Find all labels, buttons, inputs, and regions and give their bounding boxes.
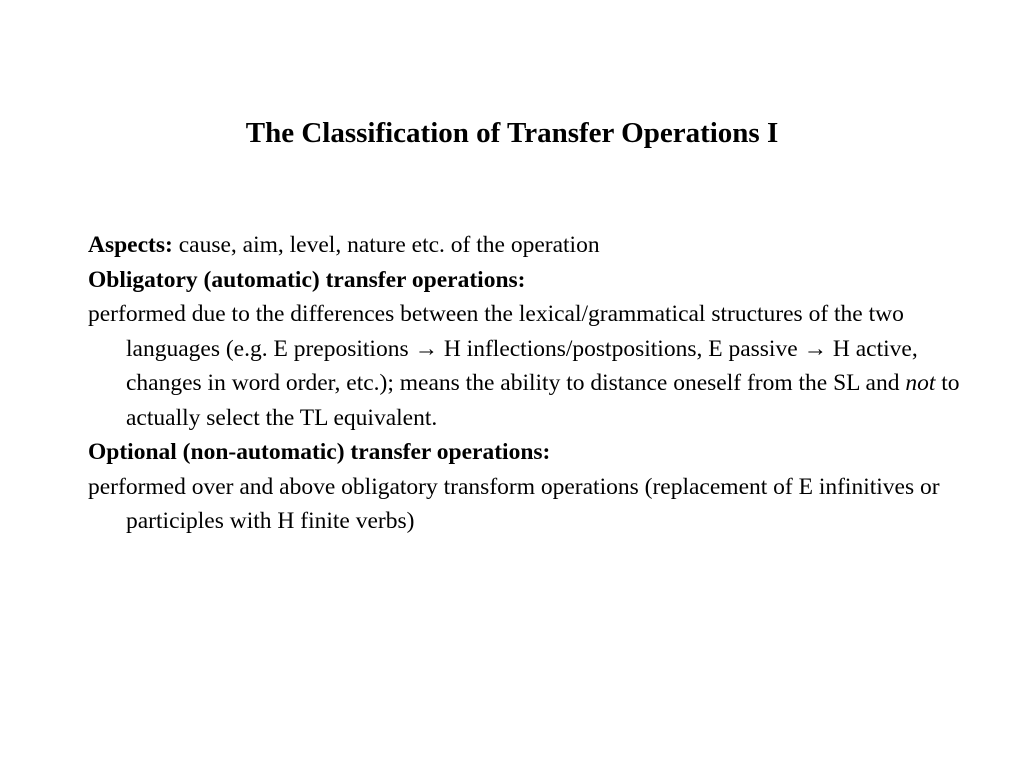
slide-content [88,228,968,539]
obligatory-body-part1: performed due to the differences between the lexical/grammatical structures of the two languages (e.g. E prepositions → H inflections/postpositions, E passive → H active, changes in word order, etc.); means the ability to distance oneself from the SL and [88,301,918,396]
aspects-label: Aspects: [88,232,173,258]
optional-heading: Optional (non-automatic) transfer operations: [88,439,551,465]
obligatory-body-part2: to actually select the TL equivalent. [126,370,960,431]
optional-body: performed over and above obligatory transform operations (replacement of E infinitives or participles with H finite verbs) [88,473,940,534]
obligatory-body-emphasis: not [905,370,936,396]
obligatory-heading: Obligatory (automatic) transfer operations: [88,266,526,293]
obligatory-body [88,297,968,435]
aspects-paragraph [88,228,968,263]
aspects-text: cause, aim, level, nature etc. of the operation [172,232,600,258]
slide-title: The Classification of Transfer Operations I [245,117,779,149]
